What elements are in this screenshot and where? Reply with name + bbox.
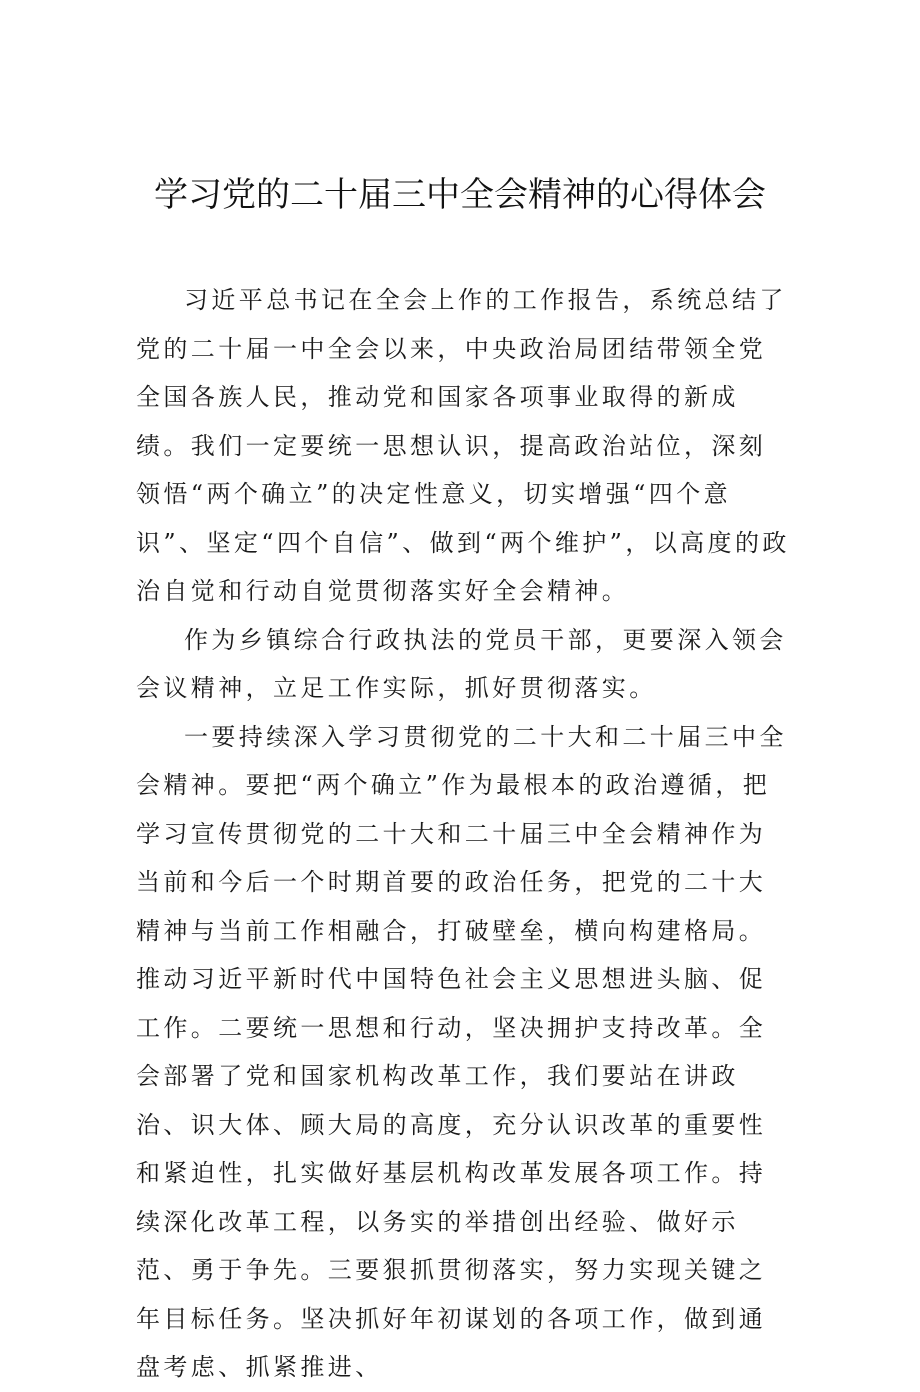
paragraph-1: 习近平总书记在全会上作的工作报告，系统总结了党的二十届一中全会以来，中央政治局团结带领全党全国各族人民，推动党和国家各项事业取得的新成绩。我们一定要统一思想认识，提高政治站位，深刻领悟“两个确立”的决定性意义，切实增强“四个意识”、坚定“四个自信”、做到“两个维护”，以高度的政治自觉和行动自觉贯彻落实好全会精神。 — [136, 286, 790, 605]
paragraph-2: 作为乡镇综合行政执法的党员干部，更要深入领会会议精神，立足工作实际，抓好贯彻落实。 — [136, 625, 787, 702]
paragraph-3: 一要持续深入学习贯彻党的二十大和二十届三中全会精神。要把“两个确立”作为最根本的政治遵循，把学习宣传贯彻党的二十大和二十届三中全会精神作为当前和今后一个时期首要的政治任务，把党的二十大精神与当前工作相融合，打破壁垒，横向构建格局。推动习近平新时代中国特色社会主义思想进头脑、促工作。二要统一思想和行动，坚决拥护支持改革。全会部署了党和国家机构改革工作，我们要站在讲政治、识大体、顾大局的高度，充分认识改革的重要性和紧迫性，扎实做好基层机构改革发展各项工作。持续深化改革工程，以务实的举措创出经验、做好示范、勇于争先。三要狠抓贯彻落实，努力实现关键之年目标任务。坚决抓好年初谋划的各项工作，做到通盘考虑、抓紧推进、 — [136, 722, 787, 1381]
document-body — [136, 276, 790, 1392]
document-title: 学习党的二十届三中全会精神的心得体会 — [154, 175, 766, 215]
